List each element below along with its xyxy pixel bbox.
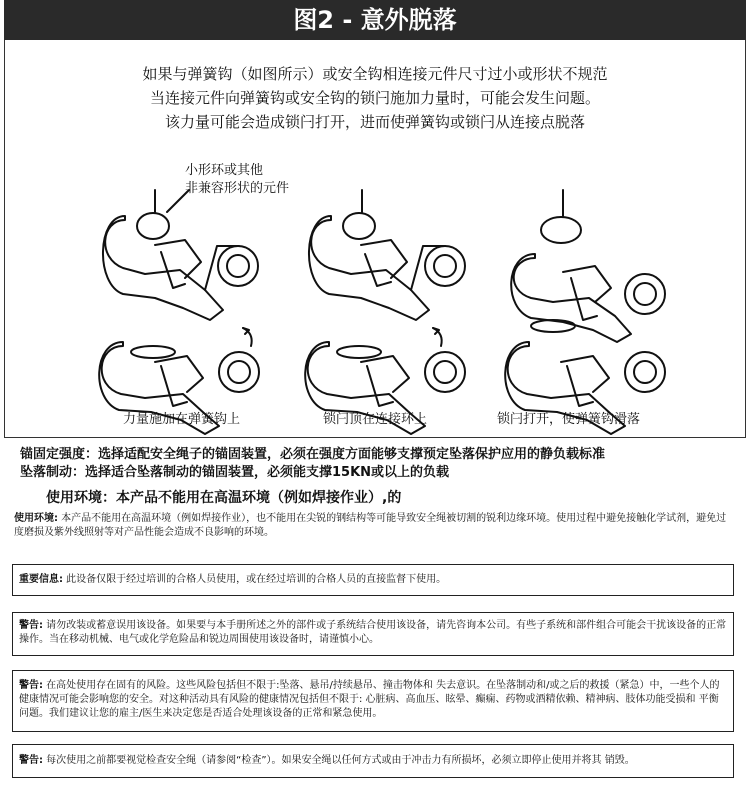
annotation-line-1: 小形环或其他 <box>185 163 264 178</box>
warning-text: 每次使用之前都要视觉检查安全绳（请参阅“检查”）。如果安全绳以任何方式或由于冲击力有所损坏，必须立即停止使用并将其 销毁。 <box>43 755 635 766</box>
warning-box-health <box>12 670 734 732</box>
environment-label: 使用环境: <box>14 513 58 524</box>
hook-diagram-3 <box>511 190 665 342</box>
environment-text: 本产品不能用在高温环境（例如焊接作业），也不能用在尖锐的钢结构等可能导致安全绳被切割的锐利边缘环境。使用过程中避免接触化学试剂，避免过度磨损及紫外线照射等对产品性能会造成不良影响的环境。 <box>14 513 727 538</box>
page-title: 图2 - 意外脱落 <box>4 0 746 40</box>
anchor-strength-spec: 锚固定强度：选择适配安全绳子的锚固装置，必须在强度方面能够支撑预定坠落保护应用的静负载标准 <box>20 447 606 462</box>
warning-box-inspection <box>12 744 734 778</box>
intro-line-1: 如果与弹簧钩（如图所示）或安全钩相连接元件尺寸过小或形状不规范 <box>142 65 608 83</box>
fall-arrest-spec: 坠落制动：选择适合坠落制动的锚固装置，必须能支撑15KN或以上的负载 <box>20 465 450 480</box>
annotation-label <box>185 162 289 198</box>
notice-box-important <box>12 564 734 596</box>
intro-line-3: 该力量可能会造成锁闩打开，进而使弹簧钩或锁闩从连接点脱落 <box>164 113 585 131</box>
environment-paragraph <box>14 512 736 540</box>
environment-heading: 使用环境：本产品不能用在高温环境（例如焊接作业）,的 <box>46 490 402 506</box>
notice-label: 重要信息: <box>19 574 63 585</box>
caption-left: 力量施加在弹簧钩上 <box>123 412 241 427</box>
hook-diagram-1 <box>103 190 258 320</box>
warning-text: 在高处使用存在固有的风险。这些风险包括但不限于:坠落、悬吊/持续悬吊、撞击物体和 失去意识。在坠落制动和/或之后的救援（紧急）中，一些个人的健康情况可能会影响您的安全。对这种活动具有风险的健康情况包括但不限于: 心脏病、高血压、眩晕、癫痫、药物或酒精依赖、精神病、肢体功能受损和 平衡问题。我们建议让您的雇主/医生来决定您是否适合处理该设备的正常和紧急使用。 <box>19 680 720 719</box>
caption-right: 锁闩打开，使弹簧钩滑落 <box>497 412 641 427</box>
warning-box-modification <box>12 612 734 656</box>
snap-hook-illustration <box>5 40 747 438</box>
warning-label: 警告: <box>19 680 43 691</box>
warning-text: 请勿改装或蓄意误用该设备。如果要与本手册所述之外的部件或子系统结合使用该设备，请先咨询本公司。有些子系统和部件组合可能会干扰该设备的正常操作。当在移动机械、电气或化学危险品和锐边周围使用该设备时，请谨慎小心。 <box>19 620 727 645</box>
caption-middle: 锁闩顶在连接环上 <box>323 412 428 427</box>
warning-label: 警告: <box>19 620 43 631</box>
hook-diagram-2 <box>309 190 465 320</box>
annotation-line-2: 非兼容形状的元件 <box>185 181 290 196</box>
notice-text: 此设备仅限于经过培训的合格人员使用，或在经过培训的合格人员的直接监督下使用。 <box>63 574 447 585</box>
warning-label: 警告: <box>19 755 43 766</box>
figure-panel <box>4 40 746 438</box>
intro-line-2: 当连接元件向弹簧钩或安全钩的锁闩施加力量时，可能会发生问题。 <box>149 89 600 107</box>
